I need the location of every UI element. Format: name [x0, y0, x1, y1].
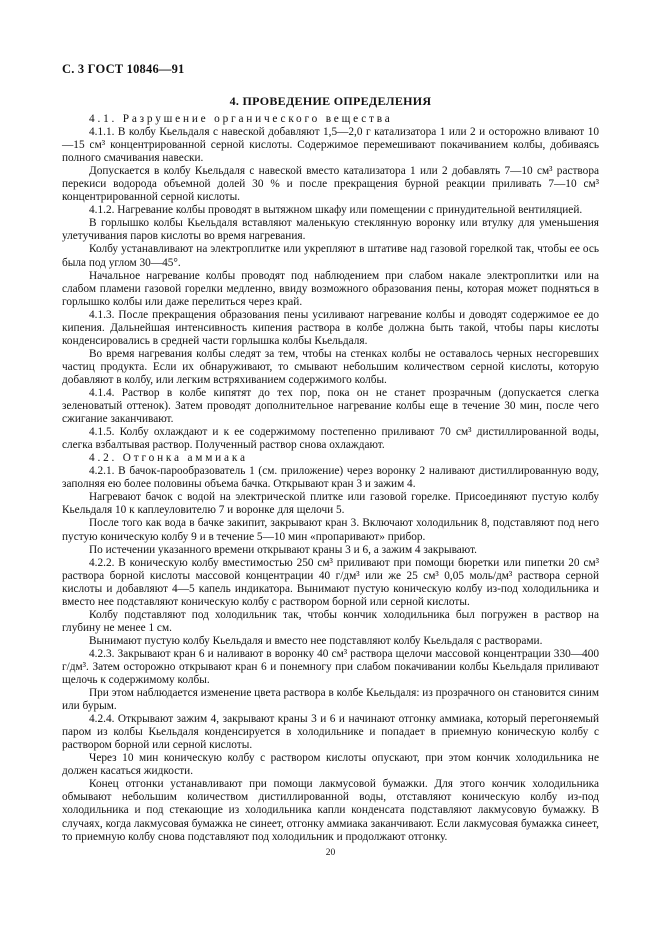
paragraph: При этом наблюдается изменение цвета раствора в колбе Кьельдаля: из прозрачного он становится синим или бурым.	[62, 687, 599, 713]
paragraph: Конец отгонки устанавливают при помощи лакмусовой бумажки. Для этого кончик холодильника обмывают небольшим количеством дистиллированной воды, отставляют коническую колбу из-под холодильника и под стекающие из холодильника капли конденсата подставляют лакмусовую бумажку. В случаях, когда лакмусовая бумажка не синеет, отгонку аммиака заканчивают. Если лакмусовая бумажка синеет, то приемную колбу снова подставляют под холодильник и продолжают отгонку.	[62, 778, 599, 843]
paragraph: Колбу подставляют под холодильник так, чтобы кончик холодильника был погружен в раствор на глубину не менее 1 см.	[62, 608, 599, 634]
paragraph: Начальное нагревание колбы проводят под наблюдением при слабом накале электроплитки или на слабом пламени газовой горелки медленно, ввиду возможного образования пены, которая может подняться в горлышко колбы или даже перелиться через край.	[62, 269, 599, 308]
paragraph: Вынимают пустую колбу Кьельдаля и вместо нее подставляют колбу Кьельдаля с растворами.	[89, 634, 543, 647]
paragraph: 4.1.5. Колбу охлаждают и к ее содержимому постепенно приливают 70 см³ дистиллированной воды, слегка взбалтывая раствор. Полученный раствор снова охлаждают.	[62, 426, 599, 452]
paragraph: Колбу устанавливают на электроплитке или укрепляют в штативе над газовой горелкой так, чтобы ее ось была под углом 30—45°.	[62, 243, 599, 269]
subsection-heading: 4.1. Разрушение органического вещества	[89, 113, 393, 125]
paragraph: 4.1.1. В колбу Кьельдаля с навеской добавляют 1,5—2,0 г катализатора 1 или 2 и осторожно вливают 10—15 см³ концентрированной серной кислоты. Содержимое перемешивают покачиванием колбы, добиваясь полного смачивания навески.	[62, 126, 599, 165]
page-number: 20	[325, 848, 336, 858]
paragraph: 4.1.2. Нагревание колбы проводят в вытяжном шкафу или помещении с принудительной вентиляцией.	[89, 204, 583, 217]
paragraph: 4.2.2. В коническую колбу вместимостью 250 см³ приливают при помощи бюретки или пипетки 20 см³ раствора борной кислоты массовой концентрации 40 г/дм³ или же 25 см³ 0,05 моль/дм³ раствора серной кислоты и добавляют 4—5 капель индикатора. Вынимают пустую коническую колбу из-под холодильника и вместо нее подставляют коническую колбу с раствором борной или серной кислоты.	[62, 556, 599, 608]
section-title: 4. ПРОВЕДЕНИЕ ОПРЕДЕЛЕНИЯ	[229, 94, 432, 108]
paragraph: После того как вода в бачке закипит, закрывают кран 3. Включают холодильник 8, подставляют под него пустую коническую колбу 9 и в течение 5—10 мин «пропаривают» прибор.	[62, 517, 599, 543]
paragraph: По истечении указанного времени открывают краны 3 и 6, а зажим 4 закрывают.	[89, 543, 477, 556]
paragraph: 4.1.3. После прекращения образования пены усиливают нагревание колбы и доводят содержимое ее до кипения. Дальнейшая интенсивность кипения раствора в колбе должна быть такой, чтобы пары кислоты конденсировались в средней части горлышка колбы Кьельдаля.	[62, 308, 599, 347]
paragraph: Допускается в колбу Кьельдаля с навеской вместо катализатора 1 или 2 добавлять 7—10 см³ раствора перекиси водорода объемной долей 30 % и после прекращения бурной реакции приливать 7—10 см³ концентрированной серной кислоты.	[62, 165, 599, 204]
document-body	[62, 113, 599, 844]
paragraph: 4.1.4. Раствор в колбе кипятят до тех пор, пока он не станет прозрачным (допускается слегка зеленоватый оттенок). Затем проводят дополнительное нагревание колбы еще в течение 30 мин, после чего сжигание заканчивают.	[62, 386, 599, 426]
subsection-heading: 4.2. Отгонка аммиака	[89, 452, 248, 465]
page-header: С. 3 ГОСТ 10846—91	[62, 62, 185, 76]
paragraph: 4.2.1. В бачок-парообразователь 1 (см. приложение) через воронку 2 наливают дистиллированную воду, заполняя ею более половины объема бачка. Открывают кран 3 и зажим 4.	[62, 465, 599, 491]
paragraph: 4.2.4. Открывают зажим 4, закрывают краны 3 и 6 и начинают отгонку аммиака, который перегоняемый паром из колбы Кьельдаля конденсируется в холодильнике и попадает в приемную коническую колбу с раствором борной или серной кислоты.	[62, 713, 599, 752]
paragraph: В горлышко колбы Кьельдаля вставляют маленькую стеклянную воронку или втулку для уменьшения улетучивания паров кислоты во время нагревания.	[62, 217, 599, 243]
paragraph: Во время нагревания колбы следят за тем, чтобы на стенках колбы не оставалось черных несгоревших частиц продукта. Если их обнаруживают, то смывают небольшим количеством серной кислоты, которую добавляют в колбу, или легким встряхиванием содержимого колбы.	[62, 347, 599, 386]
paragraph: 4.2.3. Закрывают кран 6 и наливают в воронку 40 см³ раствора щелочи массовой концентрации 330—400 г/дм³. Затем осторожно открывают кран 6 и понемногу при слабом покачивании колбы Кьельдаля приливают щелочь к содержимому колбы.	[62, 647, 599, 687]
paragraph: Через 10 мин коническую колбу с раствором кислоты опускают, при этом кончик холодильника не должен касаться жидкости.	[62, 752, 599, 778]
paragraph: Нагревают бачок с водой на электрической плитке или газовой горелке. Присоединяют пустую колбу Кьельдаля 10 к каплеуловителю 7 и воронке для щелочи 5.	[62, 491, 599, 517]
